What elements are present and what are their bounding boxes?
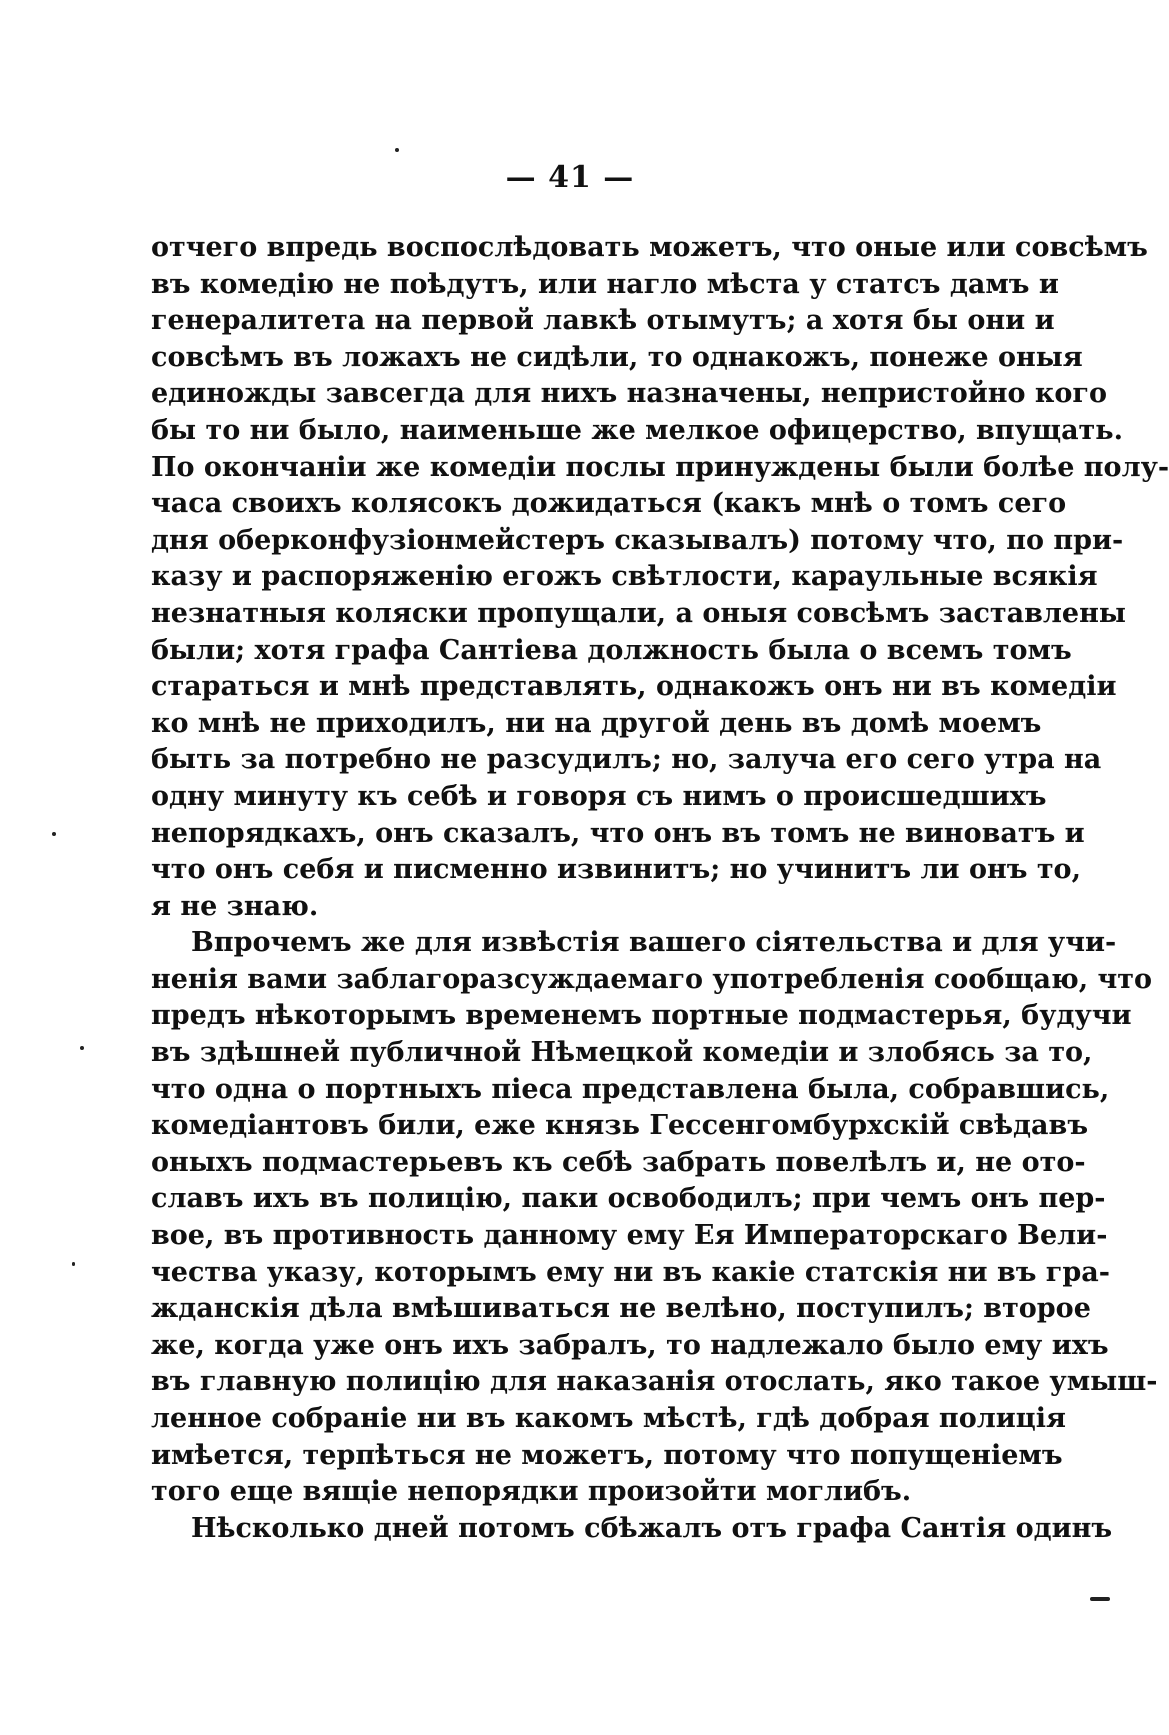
text-line: комедіантовъ били, еже князь Гессенгомбурхскій свѣдавъ [151,1110,1089,1142]
scan-speck [52,832,56,836]
text-line: въ комедію не поѣдутъ, или нагло мѣста у статсъ дамъ и [151,268,1059,300]
text-line: казу и распоряженію егожъ свѣтлости, караульные всякія [151,561,1098,593]
text-line: были; хотя графа Сантіева должность была о всемъ томъ [151,634,1072,666]
text-line: одну минуту къ себѣ и говоря съ нимъ о происшедшихъ [151,780,1047,812]
text-line: По окончаніи же комедіи послы принуждены были болѣе полу- [151,451,1169,483]
text-line: Впрочемъ же для извѣстія вашего сіятельства и для учи- [191,927,1117,959]
text-line: ненія вами заблагоразсуждаемаго употребленія сообщаю, что [151,963,1153,995]
text-line: же, когда уже онъ ихъ забралъ, то надлежало было ему ихъ [151,1329,1109,1361]
text-line: незнатныя коляски пропущали, а оныя совсѣмъ заставлены [151,597,1126,629]
paragraph-3 [151,1511,1113,1548]
text-line: быть за потребно не разсудилъ; но, залуча его сего утра на [151,744,1102,776]
paragraph-1 [151,230,1169,925]
text-line: отчего впредь воспослѣдовать можетъ, что оные или совсѣмъ [151,232,1148,263]
text-line: ленное собраніе ни въ какомъ мѣстѣ, гдѣ добрая полиція [151,1403,1066,1434]
text-line: чества указу, которымъ ему ни въ какіе статскія ни въ гра- [151,1256,1110,1288]
text-line: того еще вящіе непорядки произойти моглибъ. [151,1476,912,1508]
scan-speck [395,148,399,152]
text-line: жданскія дѣла вмѣшиваться не велѣно, поступилъ; второе [151,1293,1091,1325]
text-line: что онъ себя и писменно извинитъ; но учинитъ ли онъ то, [151,854,1081,886]
text-line: дня оберконфузіонмейстеръ сказывалъ) потому что, по при- [151,524,1124,556]
text-line: непорядкахъ, онъ сказалъ, что онъ въ томъ не виноватъ и [151,817,1085,849]
body-text [151,230,1169,1547]
scan-speck [1090,1597,1110,1601]
text-line: что одна о портныхъ піеса представлена была, собравшись, [151,1073,1110,1105]
text-line: вое, въ противность данному ему Ея Императорскаго Вели- [151,1220,1108,1252]
text-line: оныхъ подмастерьевъ къ себѣ забрать повелѣлъ и, не ото- [151,1146,1086,1178]
text-line: въ главную полицію для наказанія отослать, яко такое умыш- [151,1366,1158,1398]
page-number: — 41 — [505,160,635,195]
text-line: стараться и мнѣ представлять, однакожъ онъ ни въ комедіи [151,671,1117,703]
text-line: я не знаю. [151,890,319,922]
scan-speck [72,1262,75,1266]
text-line: славъ ихъ въ полицію, паки освободилъ; при чемъ онъ пер- [151,1183,1106,1215]
text-line: генералитета на первой лавкѣ отымутъ; а хотя бы они и [151,305,1055,337]
text-line: ко мнѣ не приходилъ, ни на другой день въ домѣ моемъ [151,707,1042,739]
text-line: имѣется, терпѣться не можетъ, потому что попущеніемъ [151,1439,1063,1471]
text-line: бы то ни было, наименьше же мелкое офицерство, впущать. [151,414,1124,446]
scan-speck [80,1046,84,1050]
text-line: часа своихъ колясокъ дожидаться (какъ мнѣ о томъ сего [151,488,1067,520]
text-line: въ здѣшней публичной Нѣмецкой комедіи и злобясь за то, [151,1037,1093,1069]
text-line: Нѣсколько дней потомъ сбѣжалъ отъ графа Сантія одинъ [191,1512,1113,1544]
paragraph-2 [151,925,1158,1511]
text-line: предъ нѣкоторымъ временемъ портные подмастерья, будучи [151,1000,1132,1032]
text-line: единожды завсегда для нихъ назначены, непристойно кого [151,378,1107,410]
text-line: совсѣмъ въ ложахъ не сидѣли, то однакожъ, понеже оныя [151,341,1083,373]
